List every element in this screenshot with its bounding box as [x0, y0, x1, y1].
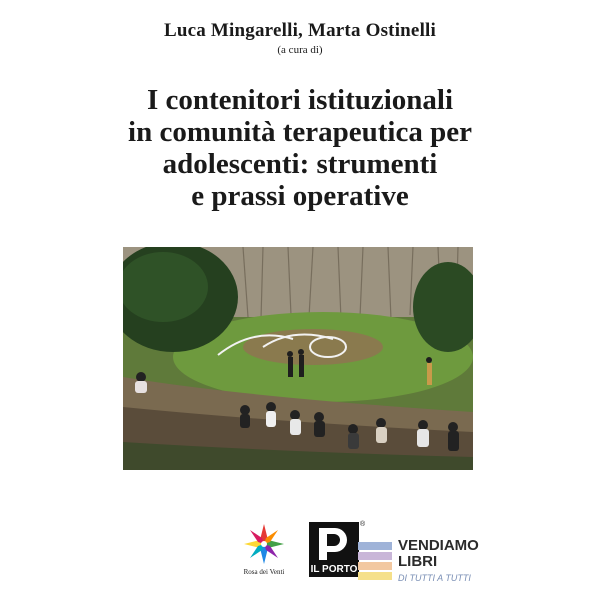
compass-rose-icon [240, 522, 288, 566]
book-title [50, 84, 550, 212]
vendiamo-tagline: DI TUTTI A TUTTI [398, 573, 471, 583]
il-porto-logo [309, 521, 366, 577]
porto-logo-icon [309, 522, 359, 562]
title-line: e prassi operative [191, 180, 409, 212]
title-line: I contenitori istituzionali [146, 84, 454, 116]
vendiamo-line: VENDIAMO [398, 537, 479, 554]
outdoor-group-photo [123, 247, 473, 470]
cover-photo [123, 247, 473, 470]
title-line: in comunità terapeutica per [128, 116, 472, 148]
title-line: adolescenti: strumenti [162, 148, 438, 180]
vendiamo-libri-logo [358, 536, 488, 588]
authors: Luca Mingarelli, Marta Ostinelli [163, 20, 437, 41]
rosa-label: Rosa dei Venti [243, 568, 285, 576]
rosa-dei-venti-logo [240, 522, 288, 586]
vendiamo-libri-text [398, 538, 479, 570]
porto-label: IL PORTO [310, 564, 358, 575]
libri-line: LIBRI [398, 553, 438, 570]
book-stripes-icon [358, 538, 392, 580]
registered-mark: ® [360, 521, 366, 528]
editor-note: (a cura di) [277, 44, 323, 56]
